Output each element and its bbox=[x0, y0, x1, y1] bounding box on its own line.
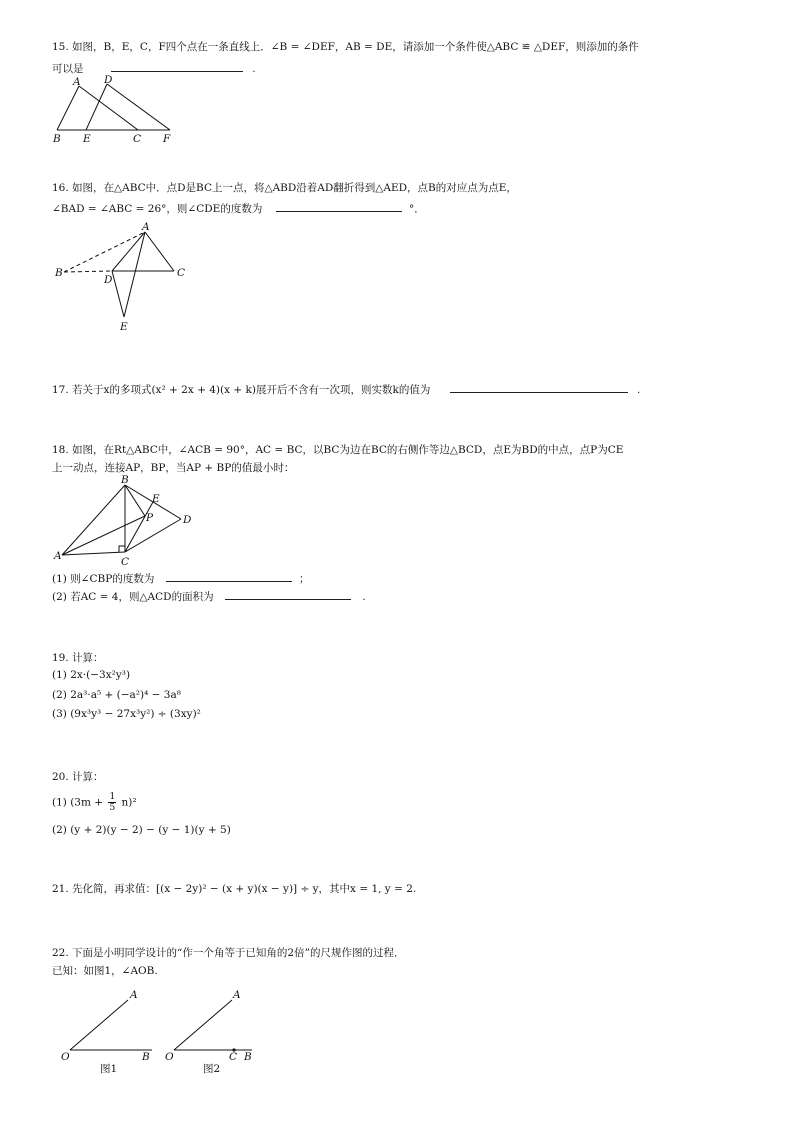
q22-fig1-label-b: B bbox=[142, 1051, 150, 1063]
q15-suffix: . bbox=[252, 63, 256, 75]
q20-title: 20. 计算： bbox=[52, 771, 104, 783]
q16-prefix: ∠BAD = ∠ABC = 26°，则∠CDE的度数为 bbox=[52, 203, 263, 215]
q15-label-e: E bbox=[83, 133, 91, 145]
q19-item-1: (1) 2x·(−3x²y³) bbox=[52, 669, 131, 681]
q18-sub1-suffix: ； bbox=[299, 573, 310, 585]
q22-fig2-label-a: A bbox=[233, 989, 241, 1001]
q22-fig1-caption: 图1 bbox=[100, 1063, 118, 1075]
q17-suffix: . bbox=[637, 384, 641, 396]
q16-text-line1: 16. 如图，在△ABC中．点D是BC上一点，将△ABD沿着AD翻折得到△AED，点B的对应点为点E， bbox=[52, 182, 517, 194]
q20-fraction-numerator: 1 bbox=[109, 792, 116, 802]
q15-label-f: F bbox=[163, 133, 171, 145]
q15-label-c: C bbox=[133, 133, 142, 145]
q20-fraction-denominator: 5 bbox=[109, 803, 116, 813]
q20-item1-prefix: (1) (3m + bbox=[52, 796, 104, 809]
q16-label-b: B bbox=[55, 267, 63, 279]
q22-fig1-ray-oa bbox=[70, 1000, 128, 1050]
q18-label-a: A bbox=[54, 550, 62, 562]
q22-fig2-label-b: B bbox=[244, 1051, 252, 1063]
q18-sub2-prefix: (2) 若AC = 4，则△ACD的面积为 bbox=[52, 591, 214, 603]
q15-label-d: D bbox=[104, 74, 113, 86]
q18-label-e: E bbox=[152, 493, 160, 505]
q22-fig2-label-o: O bbox=[165, 1051, 174, 1063]
q19-item-3: (3) (9x³y³ − 27x³y²) ÷ (3xy)² bbox=[52, 708, 201, 720]
q18-text-line1: 18. 如图，在Rt△ABC中，∠ACB = 90°，AC = BC，以BC为边在BC的右侧作等边△BCD，点E为BD的中点，点P为CE bbox=[52, 444, 624, 456]
q22-text-line2: 已知：如图1，∠AOB. bbox=[52, 965, 158, 977]
q15-text-line1: 15. 如图，B，E，C，F四个点在一条直线上．∠B = ∠DEF，AB = DE，请添加一个条件使△ABC ≌ △DEF，则添加的条件 bbox=[52, 41, 639, 53]
q18-text-line2: 上一动点，连接AP，BP，当AP + BP的值最小时： bbox=[52, 462, 295, 474]
q22-fig2-caption: 图2 bbox=[203, 1063, 221, 1075]
q20-item1-suffix: n)² bbox=[121, 796, 137, 809]
q22-fig2-ray-oa bbox=[174, 1000, 232, 1050]
q15-label-a: A bbox=[73, 76, 81, 88]
q16-label-a: A bbox=[142, 221, 150, 233]
q20-item-2: (2) (y + 2)(y − 2) − (y − 1)(y + 5) bbox=[52, 824, 231, 836]
q16-suffix: °． bbox=[409, 203, 425, 215]
q18-label-b: B bbox=[121, 474, 129, 486]
q16-label-c: C bbox=[177, 267, 186, 279]
q22-fig1-label-o: O bbox=[61, 1051, 70, 1063]
q19-item-2: (2) 2a³·a⁵ + (−a²)⁴ − 3a⁸ bbox=[52, 689, 181, 701]
q21-text: 21. 先化简，再求值：[(x − 2y)² − (x + y)(x − y)] ÷ y，其中x = 1, y = 2. bbox=[52, 883, 417, 895]
q16-label-e: E bbox=[120, 321, 128, 333]
q15-prefix: 可以是 bbox=[52, 63, 84, 75]
q18-sub2-suffix: . bbox=[362, 591, 366, 603]
q22-fig2-label-c: C bbox=[229, 1051, 238, 1063]
q15-label-b: B bbox=[53, 133, 61, 145]
q18-label-c: C bbox=[121, 556, 130, 568]
q18-label-p: P bbox=[146, 512, 154, 524]
q18-label-d: D bbox=[183, 514, 192, 526]
q22-text-line1: 22. 下面是小明同学设计的“作一个角等于已知角的2倍”的尺规作图的过程． bbox=[52, 947, 405, 959]
q22-fig1-label-a: A bbox=[130, 989, 138, 1001]
q18-sub1-prefix: (1) 则∠CBP的度数为 bbox=[52, 573, 155, 585]
q16-label-d: D bbox=[104, 274, 113, 286]
q19-title: 19. 计算： bbox=[52, 652, 104, 664]
q17-prefix: 17. 若关于x的多项式(x² + 2x + 4)(x + k)展开后不含有一次项，则实数k的值为 bbox=[52, 384, 431, 396]
